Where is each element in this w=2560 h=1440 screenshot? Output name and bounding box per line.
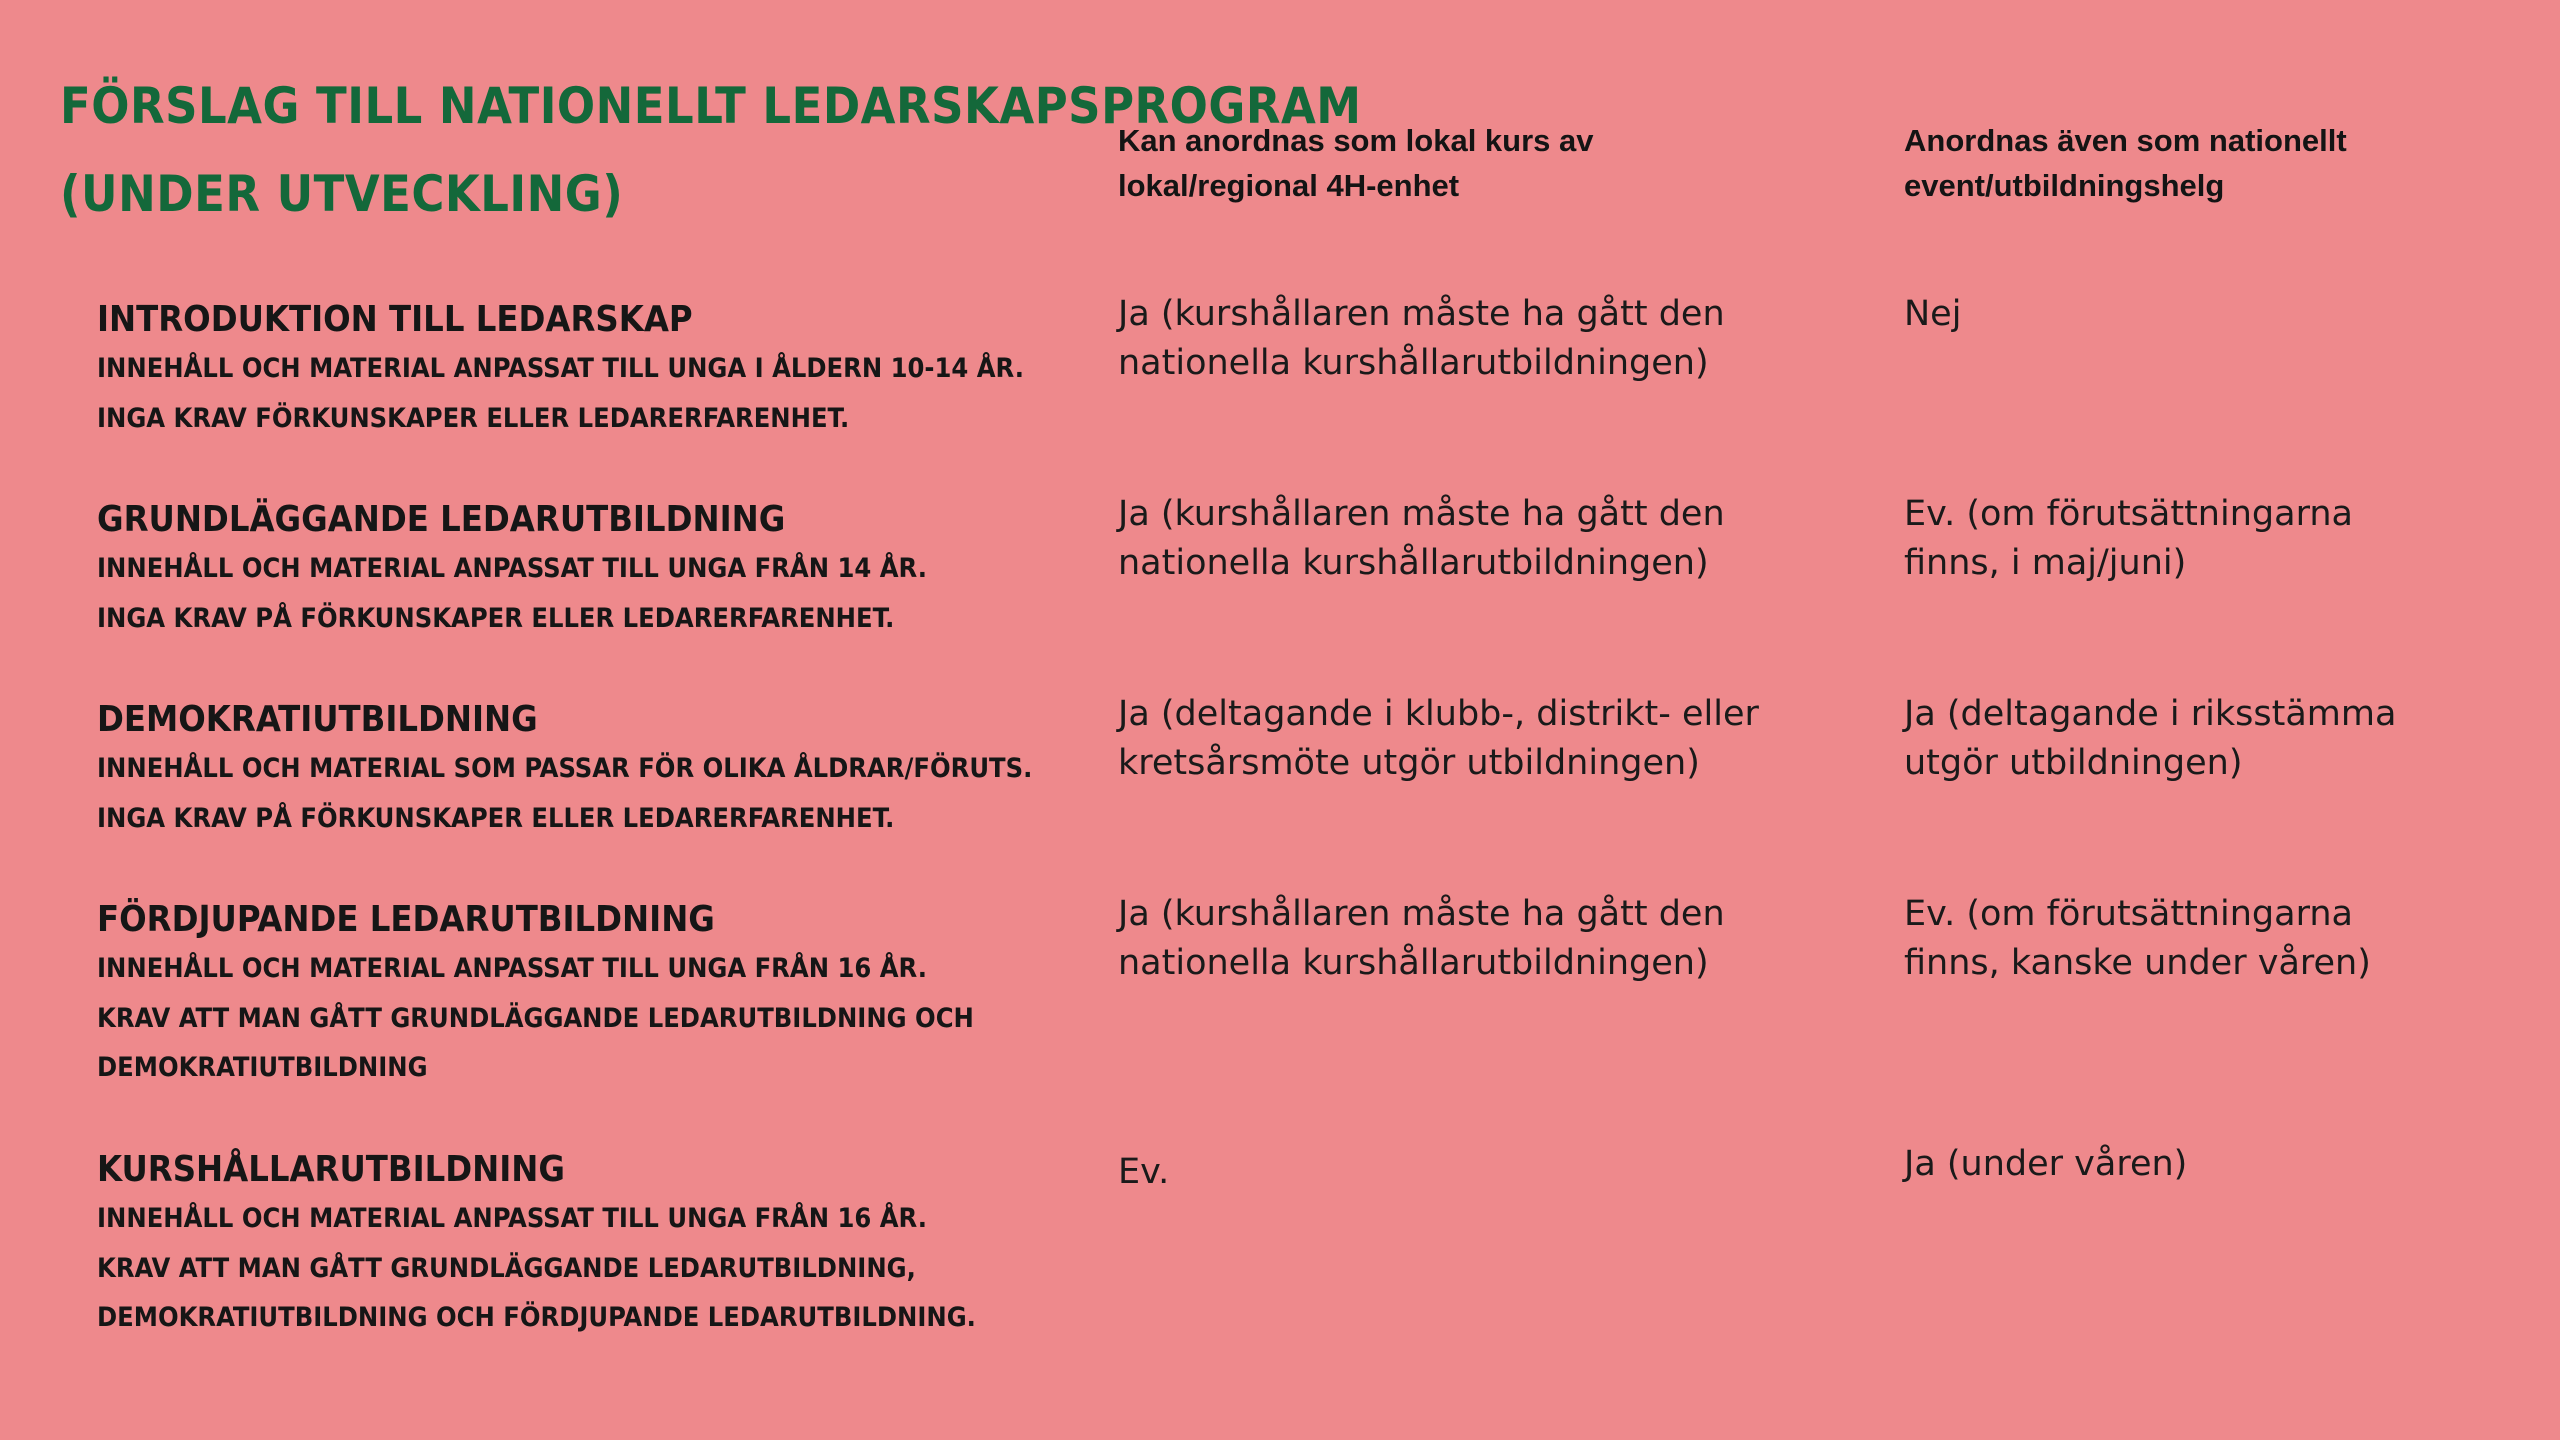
column-header-local — [1118, 118, 1838, 208]
program-name: GRUNDLÄGGANDE LEDARUTBILDNING — [97, 499, 786, 540]
local-cell-fordjupande — [1118, 890, 1858, 988]
program-demokrati — [97, 696, 1097, 843]
program-grundlaggande — [97, 496, 1097, 643]
program-kurshallar — [97, 1146, 1097, 1343]
cell-line: nationella kurshållarutbildningen) — [1118, 343, 1709, 383]
cell-line: nationella kurshållarutbildningen) — [1118, 543, 1709, 583]
cell-line: Ja (kurshållaren måste ha gått den — [1118, 494, 1725, 534]
program-name: KURSHÅLLARUTBILDNING — [97, 1149, 565, 1190]
cell-line: Ev. — [1118, 1152, 1170, 1192]
program-introduktion — [97, 296, 1097, 443]
program-description-line: INNEHÅLL OCH MATERIAL ANPASSAT TILL UNGA FRÅN 16 ÅR. — [97, 1203, 927, 1234]
national-cell-introduktion — [1904, 290, 2544, 339]
program-description — [97, 1194, 1097, 1343]
program-description-line: DEMOKRATIUTBILDNING — [97, 1052, 428, 1083]
local-cell-introduktion — [1118, 290, 1858, 388]
program-description — [97, 744, 1097, 843]
cell-line: finns, kanske under våren) — [1904, 943, 2371, 983]
local-cell-grundlaggande — [1118, 490, 1858, 588]
column-header-national-line-2: event/utbildningshelg — [1904, 168, 2225, 203]
national-cell-kurshallar — [1904, 1140, 2544, 1189]
program-description-line: KRAV ATT MAN GÅTT GRUNDLÄGGANDE LEDARUTBILDNING OCH — [97, 1002, 974, 1034]
program-description-line: INGA KRAV PÅ FÖRKUNSKAPER ELLER LEDARERFARENHET. — [97, 602, 895, 634]
program-description-line: INNEHÅLL OCH MATERIAL ANPASSAT TILL UNGA FRÅN 16 ÅR. — [97, 953, 927, 984]
cell-line: Ja (kurshållaren måste ha gått den — [1118, 294, 1725, 334]
national-cell-fordjupande — [1904, 890, 2544, 988]
cell-line: Ja (deltagande i riksstämma — [1904, 694, 2397, 734]
cell-line: finns, i maj/juni) — [1904, 543, 2187, 583]
program-description-line: INNEHÅLL OCH MATERIAL ANPASSAT TILL UNGA I ÅLDERN 10-14 ÅR. — [97, 353, 1024, 384]
program-name: DEMOKRATIUTBILDNING — [97, 699, 538, 740]
cell-line: Ja (kurshållaren måste ha gått den — [1118, 894, 1725, 934]
national-cell-grundlaggande — [1904, 490, 2544, 588]
cell-line: Ja (under våren) — [1904, 1144, 2188, 1184]
cell-line: Ev. (om förutsättningarna — [1904, 494, 2353, 534]
program-description-line: INNEHÅLL OCH MATERIAL SOM PASSAR FÖR OLIKA ÅLDRAR/FÖRUTS. — [97, 753, 1033, 784]
program-description-line: KRAV ATT MAN GÅTT GRUNDLÄGGANDE LEDARUTBILDNING, — [97, 1252, 916, 1284]
page-title-line-1: FÖRSLAG TILL NATIONELLT LEDARSKAPSPROGRAM — [60, 77, 1362, 135]
cell-line: Ev. (om förutsättningarna — [1904, 894, 2353, 934]
program-description-line: INGA KRAV FÖRKUNSKAPER ELLER LEDARERFARENHET. — [97, 402, 850, 434]
program-description-line: INNEHÅLL OCH MATERIAL ANPASSAT TILL UNGA FRÅN 14 ÅR. — [97, 553, 927, 584]
program-description — [97, 344, 1097, 443]
program-name: INTRODUKTION TILL LEDARSKAP — [97, 299, 693, 340]
page-title-line-2: (UNDER UTVECKLING) — [60, 165, 624, 223]
column-header-national — [1904, 118, 2544, 208]
program-description-line: INGA KRAV PÅ FÖRKUNSKAPER ELLER LEDARERFARENHET. — [97, 802, 895, 834]
program-name: FÖRDJUPANDE LEDARUTBILDNING — [97, 899, 715, 940]
local-cell-kurshallar — [1118, 1148, 1858, 1197]
column-header-national-line-1: Anordnas även som nationellt — [1904, 123, 2347, 158]
program-description — [97, 944, 1097, 1093]
cell-line: utgör utbildningen) — [1904, 743, 2243, 783]
cell-line: Nej — [1904, 294, 1962, 334]
program-description-line: DEMOKRATIUTBILDNING OCH FÖRDJUPANDE LEDARUTBILDNING. — [97, 1302, 976, 1333]
cell-line: nationella kurshållarutbildningen) — [1118, 943, 1709, 983]
cell-line: Ja (deltagande i klubb-, distrikt- eller — [1118, 694, 1759, 734]
cell-line: kretsårsmöte utgör utbildningen) — [1118, 743, 1700, 783]
column-header-local-line-2: lokal/regional 4H-enhet — [1118, 168, 1460, 203]
program-fordjupande — [97, 896, 1097, 1093]
column-header-local-line-1: Kan anordnas som lokal kurs av — [1118, 123, 1594, 158]
local-cell-demokrati — [1118, 690, 1858, 788]
program-description — [97, 544, 1097, 643]
national-cell-demokrati — [1904, 690, 2544, 788]
